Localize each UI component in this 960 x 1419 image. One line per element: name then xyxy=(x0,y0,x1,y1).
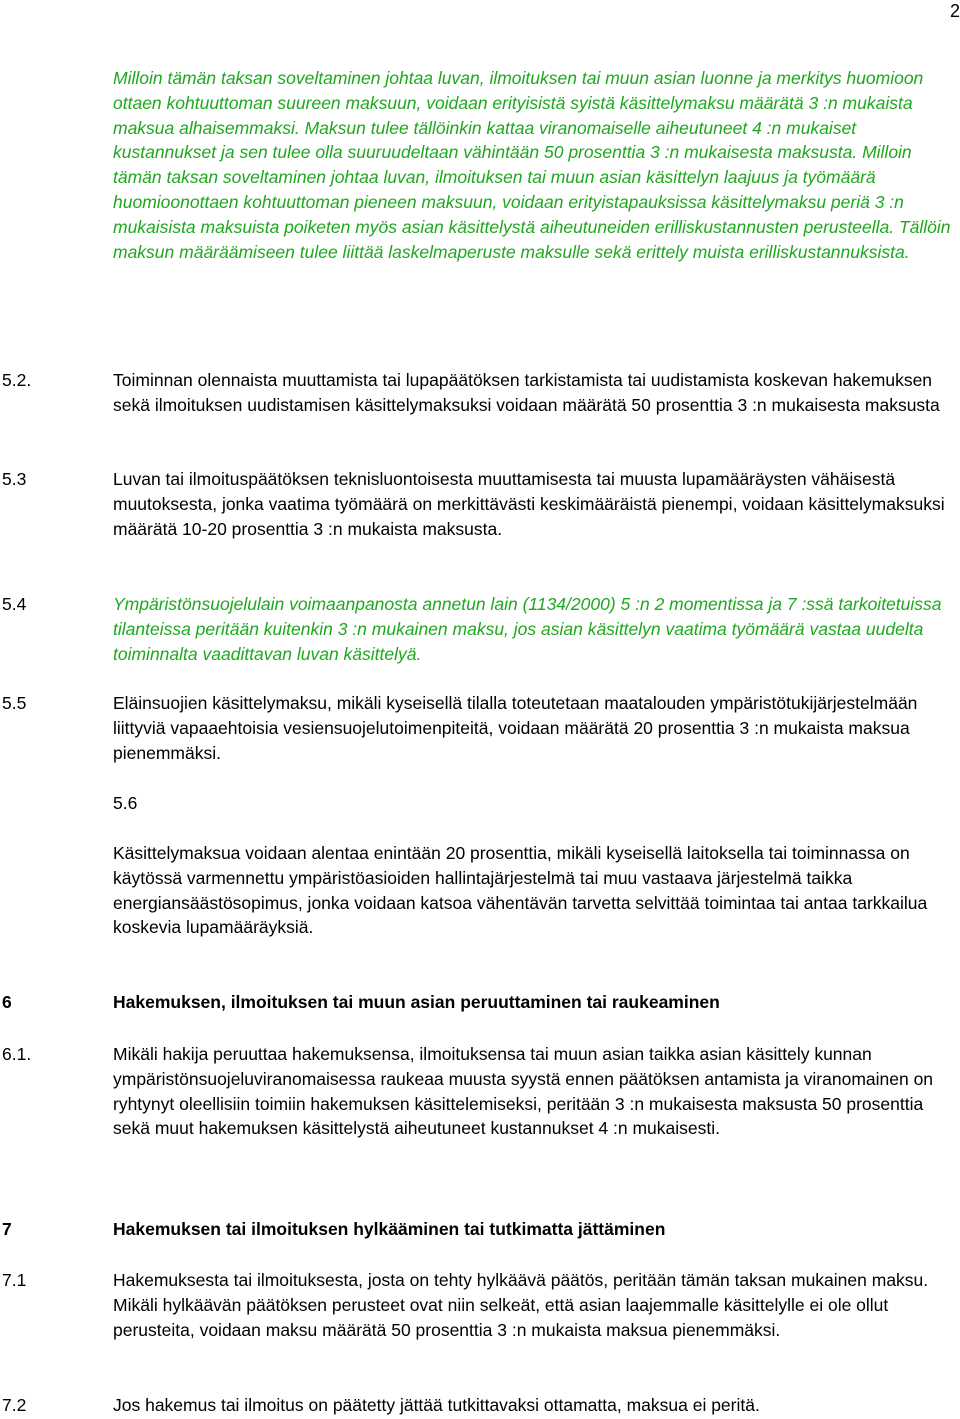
section-number-5-2: 5.2. xyxy=(2,370,32,390)
section-text-5-3: Luvan tai ilmoituspäätöksen teknisluontoisesta muuttamisesta tai muusta lupamääräysten vähäisestä muutoksesta, jonka vaatima työmäärä on merkittävästi keskimääräistä pienempi, voidaan käsittelymaksuksi määrätä 10-20 prosenttia 3 :n mukaista maksusta. xyxy=(113,469,945,539)
section-number-6-1: 6.1. xyxy=(2,1044,32,1064)
section-sign-icon xyxy=(17,992,22,1012)
heading-7-title: Hakemuksen tai ilmoituksen hylkääminen tai tutkimatta jättäminen xyxy=(113,1219,666,1239)
section-sign-icon xyxy=(17,1219,22,1239)
heading-number-6-digit: 6 xyxy=(2,992,12,1012)
page-number: 2 xyxy=(949,1,960,21)
section-number-7-1: 7.1 xyxy=(2,1270,27,1290)
section-text-7-1: Hakemuksesta tai ilmoituksesta, josta on tehty hylkäävä päätös, peritään tämän taksan mukainen maksu. Mikäli hylkäävän päätöksen perusteet ovat niin selkeät, että asian laajemmalle käsittelylle ei ole ollut perusteita, voidaan maksu määrätä 50 prosenttia 3 :n mukaista maksua pienemmäksi. xyxy=(113,1270,929,1340)
section-text-6-1: Mikäli hakija peruuttaa hakemuksensa, ilmoituksensa tai muun asian taikka asian käsittely kunnan ympäristönsuojeluviranomaisessa raukeaa muusta syystä ennen päätöksen antamista ja viranomainen on ryhtynyt oleellisiin toimiin hakemuksen käsittelemiseksi, peritään 3 :n mukaisesta maksusta 50 prosenttia sekä muut hakemuksen käsittelystä aiheutuneet kustannukset 4 :n mukaisesti. xyxy=(113,1044,934,1139)
section-number-5-6: 5.6 xyxy=(113,793,138,813)
section-number-5-4: 5.4 xyxy=(2,594,27,614)
heading-6-title: Hakemuksen, ilmoituksen tai muun asian peruuttaminen tai raukeaminen xyxy=(113,992,720,1012)
section-text-5-2: Toiminnan olennaista muuttamista tai lupapäätöksen tarkistamista tai uudistamista koskevan hakemuksen sekä ilmoituksen uudistamisen käsittelymaksuksi voidaan määrätä 50 prosenttia 3 :n mukaisesta maksusta xyxy=(113,370,940,415)
section-text-5-5: Eläinsuojien käsittelymaksu, mikäli kyseisellä tilalla toteutetaan maatalouden ympäristötukijärjestelmään liittyviä vapaaehtoisia vesiensuojelutoimenpiteitä, voidaan määrätä 20 prosenttia 3 :n mukaista maksua pienemmäksi. xyxy=(113,693,918,763)
heading-number-6 xyxy=(2,990,21,1015)
section-text-5-6: Käsittelymaksua voidaan alentaa enintään 20 prosenttia, mikäli kyseisellä laitoksella tai toiminnassa on käytössä varmennettu ympäristöasioiden hallintajärjestelmä tai muu vastaava järjestelmä taikka energiansäästösopimus, jonka voidaan katsoa vähentävän tarvetta selvittää toimintaa tai antaa tarkkailua koskevia lupamääräyksiä. xyxy=(113,843,928,938)
section-text-5-4: Ympäristönsuojelulain voimaanpanosta annetun lain (1134/2000) 5 :n 2 momentissa ja 7 :ssä tarkoitetuissa tilanteissa peritään kuitenkin 3 :n mukainen maksu, jos asian käsittelyn vaatima työmäärä vastaa uudelta toiminnalta vaadittavan luvan käsittelyä. xyxy=(113,594,942,664)
section-text-7-2: Jos hakemus tai ilmoitus on päätetty jättää tutkittavaksi ottamatta, maksua ei peritä. xyxy=(113,1395,760,1415)
section-number-7-2: 7.2 xyxy=(2,1395,27,1415)
heading-number-7 xyxy=(2,1217,21,1242)
section-number-5-3: 5.3 xyxy=(2,469,27,489)
heading-number-7-digit: 7 xyxy=(2,1219,12,1239)
section-number-5-5: 5.5 xyxy=(2,693,27,713)
intro-green-paragraph: Milloin tämän taksan soveltaminen johtaa luvan, ilmoituksen tai muun asian luonne ja merkitys huomioon ottaen kohtuuttoman suureen maksuun, voidaan erityisistä syistä käsittelymaksu määrätä 3 :n mukaista maksua alhaisemmaksi. Maksun tulee tällöinkin kattaa viranomaiselle aiheutuneet 4 :n mukaiset kustannukset ja sen tulee olla suuruudeltaan vähintään 50 prosenttia 3 :n mukaisesta maksusta. Milloin tämän taksan soveltaminen johtaa luvan, ilmoituksen tai muun asian käsittelyn laajuus ja työmäärä huomioonottaen kohtuuttoman pieneen maksuun, voidaan erityistapauksissa käsittelymaksu periä 3 :n mukaisista maksuista poiketen myös asian käsittelystä aiheutuneiden erilliskustannusten perusteella. Tällöin maksun määräämiseen tulee liittää laskelmaperuste maksulle sekä erittely muista erilliskustannuksista. xyxy=(113,68,951,262)
